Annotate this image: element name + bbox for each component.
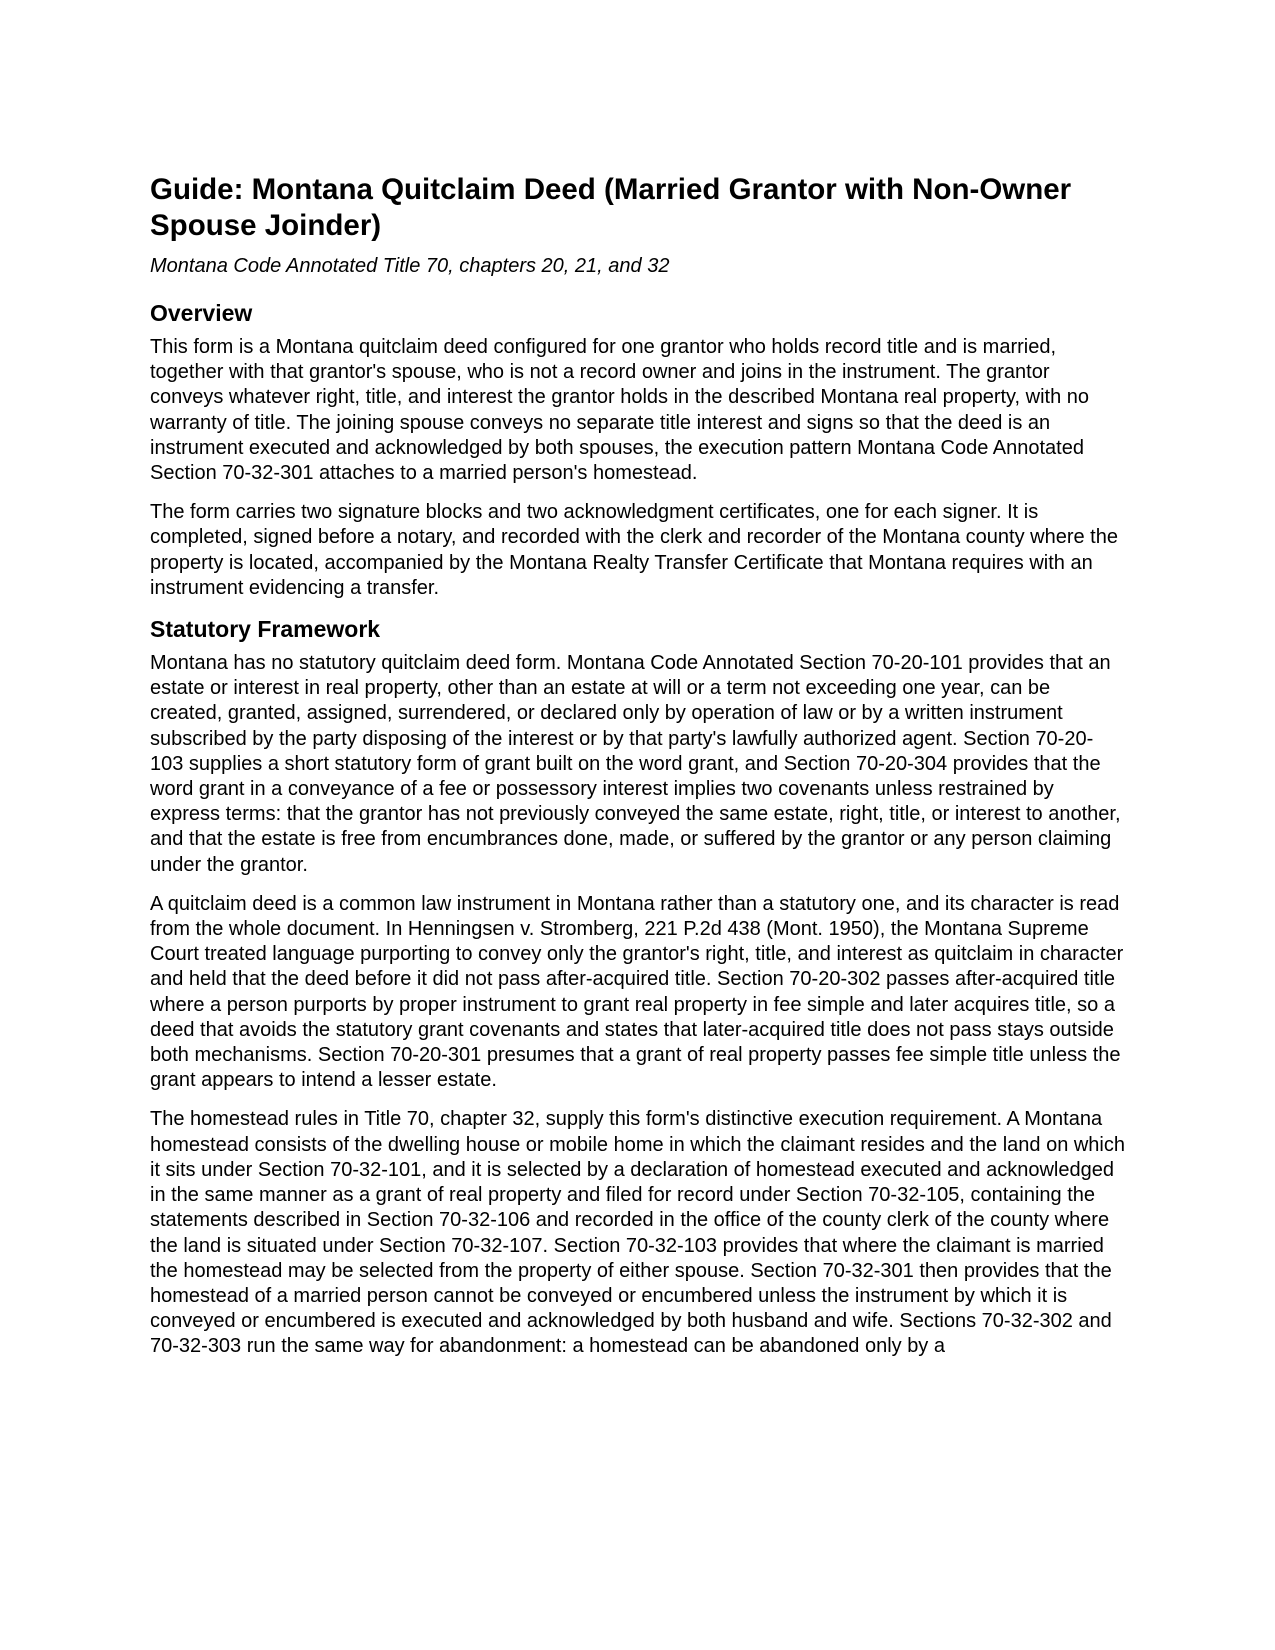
section-heading: Overview [150, 300, 253, 326]
paragraph: A quitclaim deed is a common law instrument in Montana rather than a statutory one, and its character is read from the whole document. In Henningsen v. Stromberg, 221 P.2d 438 (Mont. 1950), the Montana Supreme Court treated language purporting to convey only the grantor's right, title, and interest as quitclaim in character and held that the deed before it did not pass after-acquired title. Section 70-20-302 passes after-acquired title where a person purports by proper instrument to grant real property in fee simple and later acquires title, so a deed that avoids the statutory grant covenants and states that later-acquired title does not pass stays outside both mechanisms. Section 70-20-301 presumes that a grant of real property passes fee simple title unless the grant appears to intend a lesser estate. [150, 892, 1124, 1092]
paragraph: This form is a Montana quitclaim deed configured for one grantor who holds record title and is married, together with that grantor's spouse, who is not a record owner and joins in the instrument. The grantor conveys whatever right, title, and interest the grantor holds in the described Montana real property, with no warranty of title. The joining spouse conveys no separate title interest and signs so that the deed is an instrument executed and acknowledged by both spouses, the execution pattern Montana Code Annotated Section 70-32-301 attaches to a married person's homestead. [150, 336, 1090, 485]
document-body [150, 172, 1125, 1374]
paragraph: The form carries two signature blocks and two acknowledgment certificates, one for each signer. It is completed, signed before a notary, and recorded with the clerk and recorder of the Montana county where the property is located, accompanied by the Montana Realty Transfer Certificate that Montana requires with an instrument evidencing a transfer. [150, 501, 1118, 599]
section-overview [150, 299, 1125, 601]
section-heading: Statutory Framework [150, 616, 381, 643]
document-subtitle: Montana Code Annotated Title 70, chapters 20, 21, and 32 [150, 255, 670, 277]
paragraph: Montana has no statutory quitclaim deed form. Montana Code Annotated Section 70-20-101 provides that an estate or interest in real property, other than an estate at will or a term not exceeding one year, can be created, granted, assigned, surrendered, or declared only by operation of law or by a written instrument subscribed by the party disposing of the interest or by that party's lawfully authorized agent. Section 70-20-103 supplies a short statutory form of grant built on the word grant, and Section 70-20-304 provides that the word grant in a conveyance of a fee or possessory interest implies two covenants unless restrained by express terms: that the grantor has not previously conveyed the same estate, right, title, or interest to another, and that the estate is free from encumbrances done, made, or suffered by the grantor or any person claiming under the grantor. [150, 652, 1121, 876]
section-statutory-framework [150, 615, 1125, 1359]
document-title: Guide: Montana Quitclaim Deed (Married Grantor with Non-Owner Spouse Joinder) [150, 173, 1072, 242]
paragraph: The homestead rules in Title 70, chapter 32, supply this form's distinctive execution requirement. A Montana homestead consists of the dwelling house or mobile home in which the claimant resides and the land on which it sits under Section 70-32-101, and it is selected by a declaration of homestead executed and acknowledged in the same manner as a grant of real property and filed for record under Section 70-32-105, containing the statements described in Section 70-32-106 and recorded in the office of the county clerk of the county where the land is situated under Section 70-32-107. Section 70-32-103 provides that where the claimant is married the homestead may be selected from the property of either spouse. Section 70-32-301 then provides that the homestead of a married person cannot be conveyed or encumbered unless the instrument by which it is conveyed or encumbered is executed and acknowledged by both husband and wife. Sections 70-32-302 and 70-32-303 run the same way for abandonment: a homestead can be abandoned only by a [150, 1108, 1125, 1358]
